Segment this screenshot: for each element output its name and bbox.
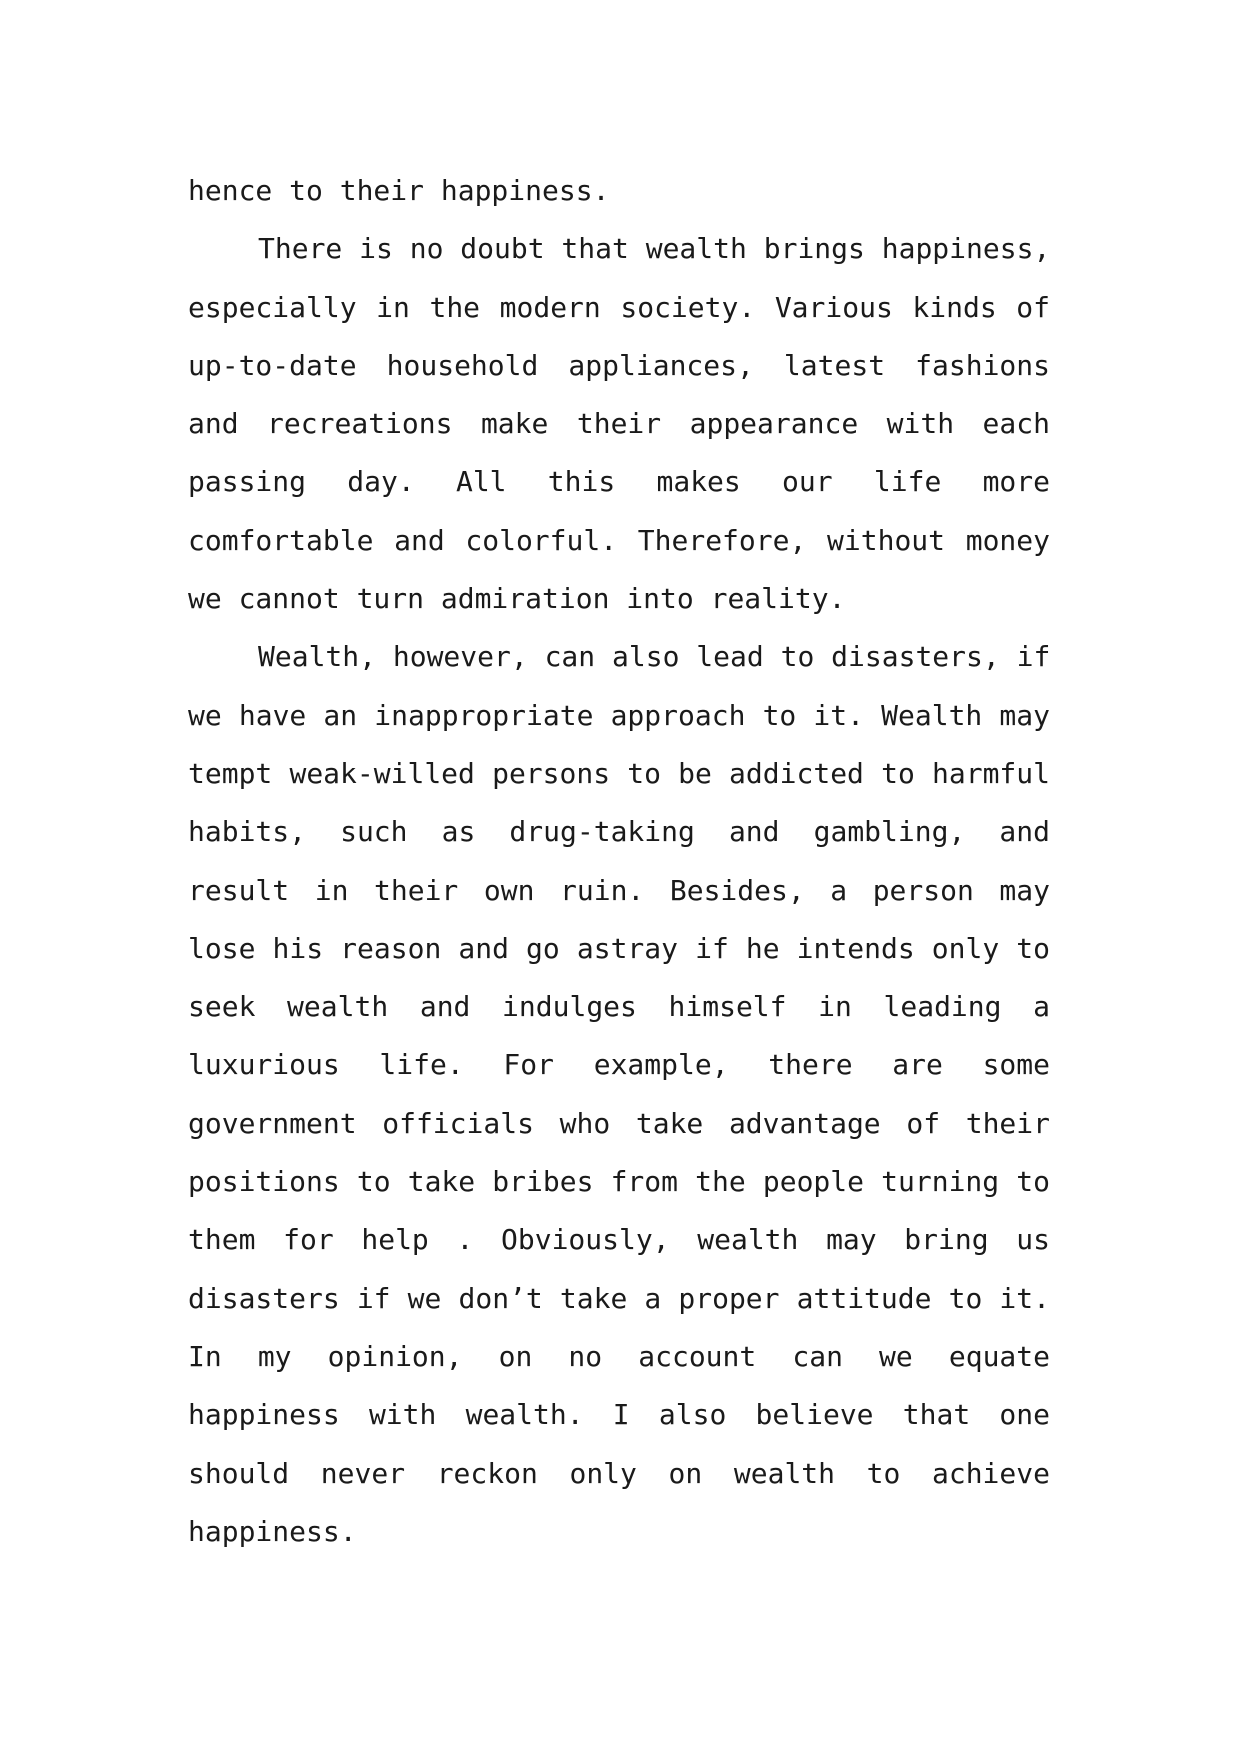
paragraph bbox=[188, 162, 1050, 220]
text-line: result in their own ruin. Besides, a person may bbox=[188, 873, 1050, 907]
paragraph bbox=[188, 220, 1050, 628]
text-line: Wealth, however, can also lead to disasters, if bbox=[258, 640, 1051, 674]
text-line: happiness. bbox=[188, 1514, 357, 1548]
text-line: government officials who take advantage of their bbox=[188, 1106, 1050, 1140]
text-line: we have an inappropriate approach to it. Wealth may bbox=[188, 698, 1050, 732]
text-line: hence to their happiness. bbox=[188, 174, 610, 207]
text-line: lose his reason and go astray if he intends only to bbox=[188, 931, 1050, 965]
paragraph bbox=[188, 628, 1050, 1561]
text-line: In my opinion, on no account can we equate bbox=[188, 1339, 1050, 1373]
text-line: habits, such as drug-taking and gambling, and bbox=[188, 815, 1050, 849]
text-line: disasters if we don’t take a proper attitude to it. bbox=[188, 1281, 1050, 1315]
text-line: comfortable and colorful. Therefore, without money bbox=[188, 523, 1050, 557]
text-line: There is no doubt that wealth brings happiness, bbox=[258, 232, 1051, 266]
text-line: especially in the modern society. Various kinds of bbox=[188, 290, 1050, 324]
text-line: positions to take bribes from the people turning to bbox=[188, 1165, 1050, 1199]
text-line: tempt weak-willed persons to be addicted to harmful bbox=[188, 756, 1050, 790]
text-line: we cannot turn admiration into reality. bbox=[188, 582, 846, 616]
text-line: passing day. All this makes our life more bbox=[188, 465, 1050, 499]
text-line: and recreations make their appearance with each bbox=[188, 407, 1050, 441]
text-line: up-to-date household appliances, latest fashions bbox=[188, 348, 1050, 382]
text-line: seek wealth and indulges himself in leading a bbox=[188, 990, 1050, 1024]
text-line: luxurious life. For example, there are some bbox=[188, 1048, 1050, 1082]
text-line: happiness with wealth. I also believe that one bbox=[188, 1398, 1050, 1432]
document-body bbox=[188, 162, 1050, 1561]
text-line: them for help . Obviously, wealth may bring us bbox=[188, 1223, 1050, 1257]
text-line: should never reckon only on wealth to achieve bbox=[188, 1456, 1050, 1490]
